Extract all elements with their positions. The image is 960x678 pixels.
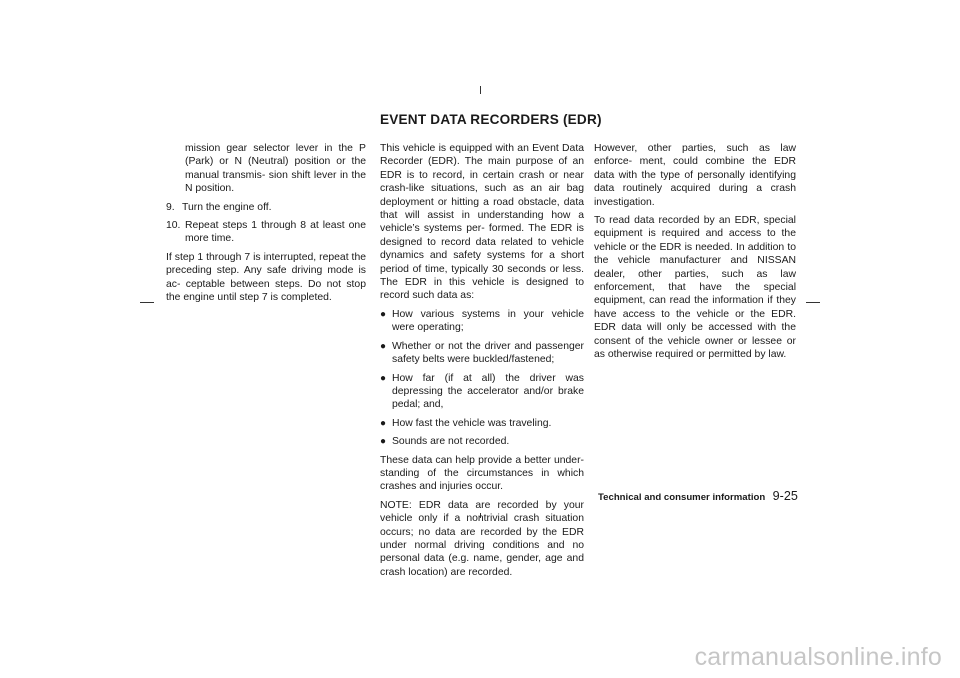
step-text: Turn the engine off. bbox=[182, 201, 272, 213]
bullet-icon: ● bbox=[380, 308, 387, 320]
step-number: 10. bbox=[166, 220, 181, 232]
list-item bbox=[380, 435, 584, 448]
list-item-text: Whether or not the driver and passenger safety belts were buckled/fastened; bbox=[392, 340, 584, 366]
watermark: carmanualsonline.info bbox=[694, 643, 942, 671]
crop-mark-left bbox=[140, 302, 154, 303]
list-item-text: How far (if at all) the driver was depressing the accelerator and/or brake pedal; and, bbox=[392, 372, 584, 411]
crop-mark-top bbox=[480, 86, 481, 94]
list-item-text: How various systems in your vehicle were operating; bbox=[392, 308, 584, 334]
edr-note: NOTE: EDR data are recorded by your vehicle only if a nontrivial crash situation occurs; no data are recorded by the EDR under normal driving conditions and no personal data (e.g. name, gender, age and crash location) are recorded. bbox=[380, 499, 584, 578]
step-9 bbox=[166, 201, 366, 214]
list-item-text: Sounds are not recorded. bbox=[392, 436, 510, 448]
list-item bbox=[380, 340, 584, 367]
step-continuation: mission gear selector lever in the P (Park) or N (Neutral) position or the manual transmis- sion shift lever in the N position. bbox=[185, 143, 366, 195]
step-10 bbox=[166, 219, 366, 246]
step-number: 9. bbox=[166, 201, 175, 213]
edr-paragraph: However, other parties, such as law enforce- ment, could combine the EDR data with the type of personally identifying data routinely acquired during a crash investigation. bbox=[594, 143, 796, 208]
left-column bbox=[166, 142, 366, 309]
crop-mark-right bbox=[806, 302, 820, 303]
list-item bbox=[380, 417, 584, 430]
section-heading: EVENT DATA RECORDERS (EDR) bbox=[380, 112, 602, 127]
edr-paragraph: These data can help provide a better under- standing of the circumstances in which crashes and injuries occur. bbox=[380, 454, 584, 493]
page-footer bbox=[598, 487, 798, 505]
right-column bbox=[594, 142, 796, 367]
footer-section-title: Technical and consumer information bbox=[598, 492, 766, 503]
bullet-icon: ● bbox=[380, 436, 387, 448]
edr-intro: This vehicle is equipped with an Event Data Recorder (EDR). The main purpose of an EDR is to record, in certain crash or near crash-like situations, such as an air bag deployment or hitting a road obstacle, data that will assist in understanding how a vehicle’s systems per- formed. The EDR is designed to record data related to vehicle dynamics and safety systems for a short period of time, typically 30 seconds or less. The EDR in this vehicle is designed to record such data as: bbox=[380, 143, 584, 302]
bullet-icon: ● bbox=[380, 417, 387, 429]
bullet-icon: ● bbox=[380, 372, 387, 384]
list-item bbox=[380, 372, 584, 412]
middle-column bbox=[380, 142, 584, 584]
step-text: Repeat steps 1 through 8 at least one more time. bbox=[185, 220, 366, 245]
list-item bbox=[380, 308, 584, 335]
list-item-text: How fast the vehicle was traveling. bbox=[392, 417, 552, 429]
page-number: 9-25 bbox=[772, 489, 798, 503]
bullet-icon: ● bbox=[380, 340, 387, 352]
step-note: If step 1 through 7 is interrupted, repeat the preceding step. Any safe driving mode is ac- ceptable between steps. Do not stop the engine until step 7 is completed. bbox=[166, 251, 366, 304]
edr-paragraph: To read data recorded by an EDR, special equipment is required and access to the vehicle or the EDR is needed. In addition to the vehicle manufacturer and NISSAN dealer, other parties, such as law enforcement, that have the special equipment, can read the information if they have access to the vehicle or the EDR. EDR data will only be accessed with the consent of the vehicle owner or lessee or as otherwise required or permitted by law. bbox=[594, 215, 796, 361]
